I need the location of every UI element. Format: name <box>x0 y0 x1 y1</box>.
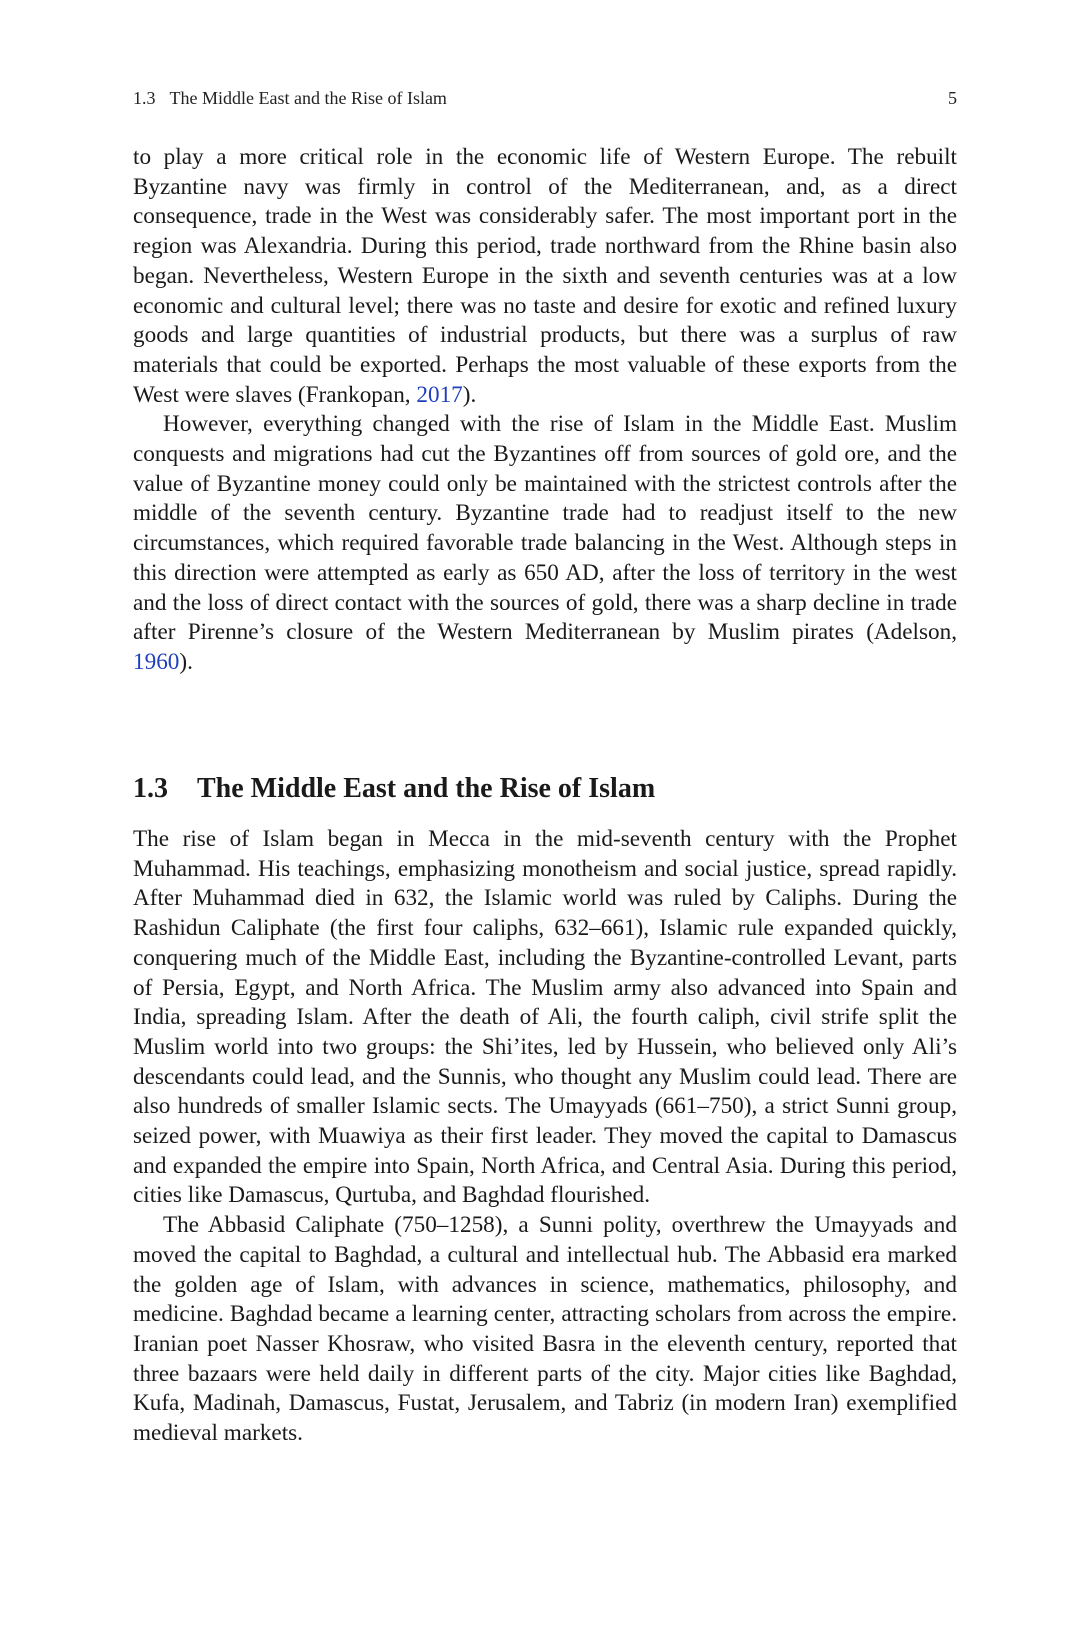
paragraph-text: to play a more critical role in the economic life of Western Europe. The rebuilt Byzantine navy was firmly in control of the Mediterranean, and, as a direct consequence, trade in the West was considerably safer. The most important port in the region was Alexandria. During this period, trade northward from the Rhine basin also began. Nevertheless, Western Europe in the sixth and seventh centuries was at a low economic and cultural level; there was no taste and desire for exotic and refined luxury goods and large quantities of industrial products, but there was a surplus of raw materials that could be exported. Perhaps the most valuable of these exports from the West were slaves (Frankopan, <box>133 144 957 408</box>
paragraph-text-end: ). <box>179 648 193 675</box>
section-heading <box>133 771 957 807</box>
page-number: 5 <box>948 88 957 108</box>
paragraph-byzantine-trade <box>133 143 957 410</box>
paragraph-text: However, everything changed with the rise of Islam in the Middle East. Muslim conquests and migrations had cut the Byzantines off from sources of gold ore, and the value of Byzantine money could only be maintained with the strictest controls after the middle of the seventh century. Byzantine trade had to readjust itself to the new circumstances, which required favorable trade balancing in the West. Although steps in this direction were attempted as early as 650 AD, after the loss of territory in the west and the loss of direct contact with the sources of gold, there was a sharp decline in trade after Pirenne’s closure of the Western Mediterranean by Muslim pirates (Adelson, <box>133 411 957 646</box>
running-head <box>133 86 957 110</box>
running-head-section-number: 1.3 <box>133 88 156 108</box>
paragraph-rise-of-islam-trade <box>133 410 957 677</box>
body-text-section <box>133 825 957 1449</box>
citation-link-frankopan[interactable]: 2017 <box>416 381 463 408</box>
section-number: 1.3 <box>133 773 168 805</box>
running-head-left <box>133 86 447 110</box>
paragraph-text-end: ). <box>462 381 477 408</box>
citation-link-adelson[interactable]: 1960 <box>133 648 180 675</box>
body-text-top <box>133 143 957 678</box>
paragraph-abbasid-caliphate: The Abbasid Caliphate (750–1258), a Sunni polity, overthrew the Umayyads and moved the capital to Baghdad, a cultural and intellectual hub. The Abbasid era marked the golden age of Islam, with advances in science, mathematics, philosophy, and medicine. Baghdad became a learning center, attracting scholars from across the empire. Iranian poet Nasser Khosraw, who visited Basra in the eleventh century, reported that three bazaars were held daily in different parts of the city. Major cities like Baghdad, Kufa, Madinah, Damascus, Fustat, Jerusalem, and Tabriz (in modern Iran) exemplified medieval markets. <box>133 1212 957 1447</box>
section-title: The Middle East and the Rise of Islam <box>197 773 656 805</box>
running-head-title: The Middle East and the Rise of Islam <box>169 88 447 108</box>
paragraph-mecca-caliphs: The rise of Islam began in Mecca in the mid-seventh century with the Prophet Muhammad. His teachings, emphasizing monotheism and social justice, spread rapidly. After Muhammad died in 632, the Islamic world was ruled by Caliphs. During the Rashidun Caliphate (the first four caliphs, 632–661), Islamic rule expanded quickly, conquering much of the Middle East, including the Byzantine-controlled Levant, parts of Persia, Egypt, and North Africa. The Muslim army also advanced into Spain and India, spreading Islam. After the death of Ali, the fourth caliph, civil strife split the Muslim world into two groups: the Shi’ites, led by Hussein, who believed only Ali’s descendants could lead, and the Sunnis, who thought any Muslim could lead. There are also hundreds of smaller Islamic sects. The Umayyads (661–750), a strict Sunni group, seized power, with Muawiya as their first leader. They moved the capital to Damascus and expanded the empire into Spain, North Africa, and Central Asia. During this period, cities like Damascus, Qurtuba, and Baghdad flourished. <box>133 826 957 1209</box>
